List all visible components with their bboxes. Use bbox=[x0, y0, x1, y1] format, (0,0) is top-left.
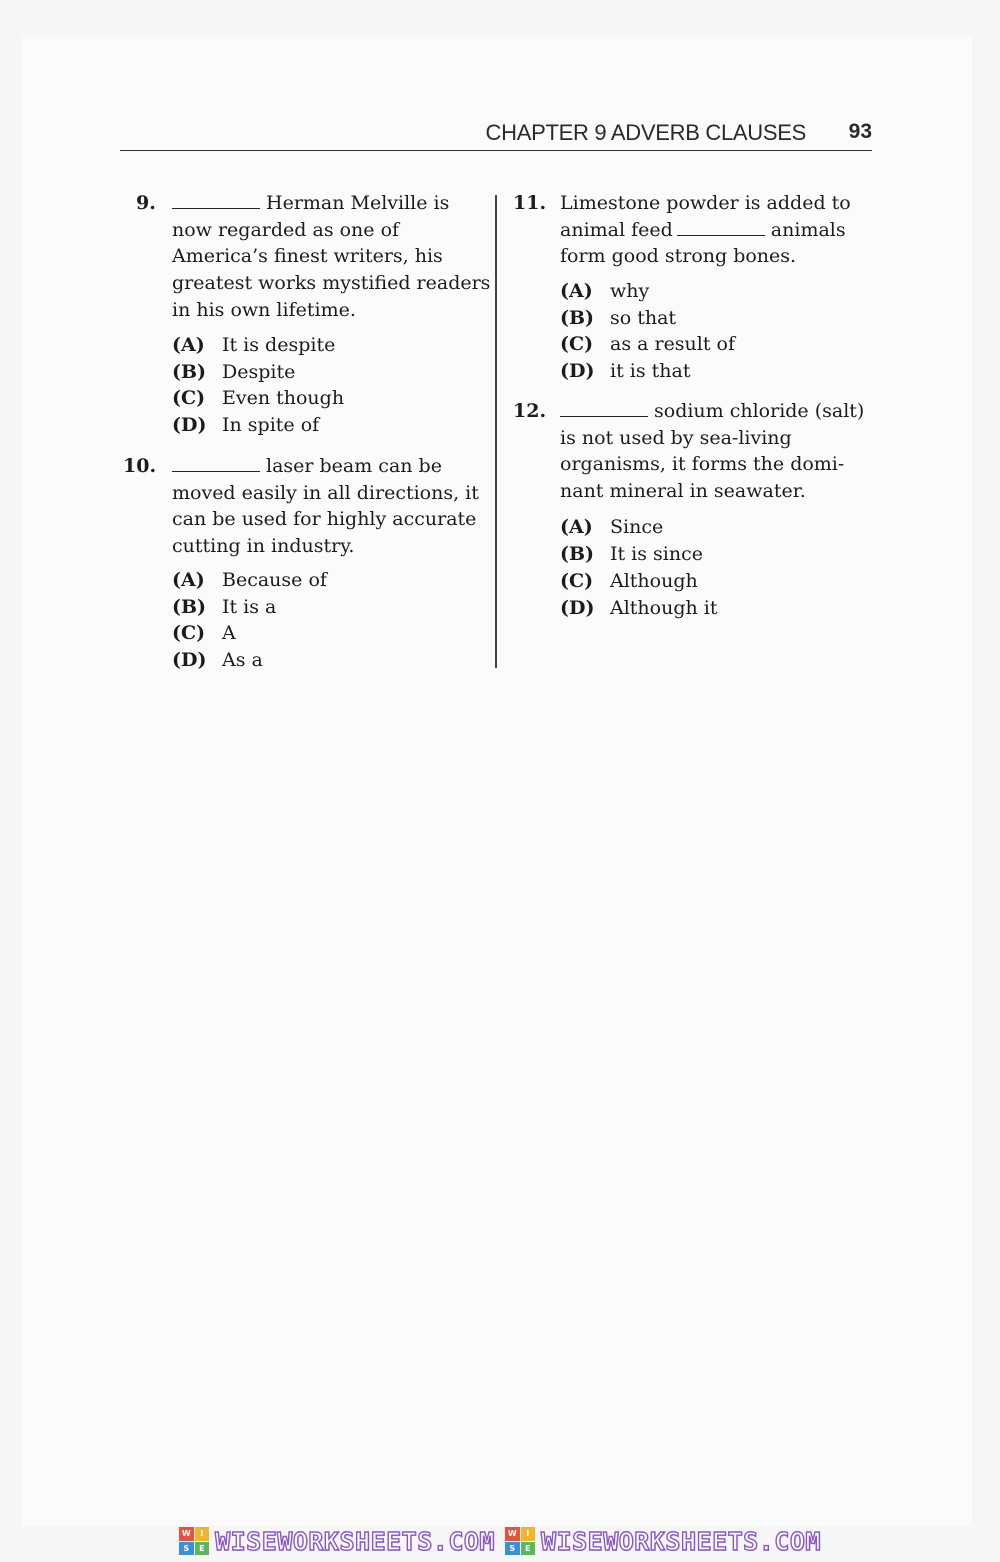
brand-logo-icon: W I S E bbox=[505, 1527, 535, 1555]
brand-text: WISEWORKSHEETS.COM bbox=[215, 1526, 495, 1556]
question-text: Limestone powder is added to animal feed animals form good strong bones. bbox=[560, 192, 851, 268]
answer-blank bbox=[560, 401, 648, 417]
option-b[interactable]: (B) It is a bbox=[172, 595, 277, 618]
question-12 bbox=[510, 398, 880, 628]
answer-blank bbox=[677, 220, 765, 236]
option-d[interactable]: (D) In spite of bbox=[172, 413, 320, 436]
question-10 bbox=[120, 453, 490, 678]
option-b[interactable]: (B) Despite bbox=[172, 360, 296, 383]
brand-mark bbox=[505, 1523, 821, 1559]
option-d[interactable]: (D) it is that bbox=[560, 360, 691, 382]
question-number: 9. bbox=[136, 192, 156, 214]
option-d[interactable]: (D) Although it bbox=[560, 597, 718, 619]
option-b[interactable]: (B) It is since bbox=[560, 542, 703, 565]
running-head bbox=[120, 120, 872, 151]
answer-blank bbox=[172, 456, 260, 472]
question-number: 10. bbox=[123, 455, 157, 477]
question-text: laser beam can be moved easily in all directions, it can be used for highly accurate cutting in industry. bbox=[172, 455, 479, 558]
brand-text: WISEWORKSHEETS.COM bbox=[541, 1526, 821, 1556]
question-9 bbox=[120, 190, 490, 450]
question-text: Herman Melville is now regarded as one of America’s finest writers, his greatest works mystified readers in his own lifetime. bbox=[172, 192, 491, 321]
option-a[interactable]: (A) why bbox=[560, 280, 650, 302]
option-c[interactable]: (C) A bbox=[172, 622, 236, 644]
option-d[interactable]: (D) As a bbox=[172, 649, 263, 671]
watermark-footer bbox=[0, 1523, 1000, 1559]
option-c[interactable]: (C) Even though bbox=[172, 387, 345, 409]
question-11 bbox=[510, 190, 880, 390]
answer-blank bbox=[172, 193, 260, 209]
chapter-title: CHAPTER 9 ADVERB CLAUSES bbox=[485, 120, 806, 145]
option-c[interactable]: (C) as a result of bbox=[560, 333, 736, 355]
option-a[interactable]: (A) Since bbox=[560, 516, 664, 538]
column-divider bbox=[495, 195, 497, 668]
question-text: sodium chloride (salt) is not used by sea-living organisms, it forms the domi- nant mineral in seawater. bbox=[560, 400, 865, 503]
option-b[interactable]: (B) so that bbox=[560, 306, 677, 329]
question-number: 11. bbox=[513, 192, 547, 214]
question-number: 12. bbox=[513, 400, 547, 422]
page-number: 93 bbox=[848, 120, 872, 143]
option-c[interactable]: (C) Although bbox=[560, 570, 698, 592]
option-a[interactable]: (A) It is despite bbox=[172, 334, 336, 356]
brand-logo-icon: W I S E bbox=[179, 1527, 209, 1555]
brand-mark bbox=[179, 1523, 495, 1559]
option-a[interactable]: (A) Because of bbox=[172, 569, 327, 591]
